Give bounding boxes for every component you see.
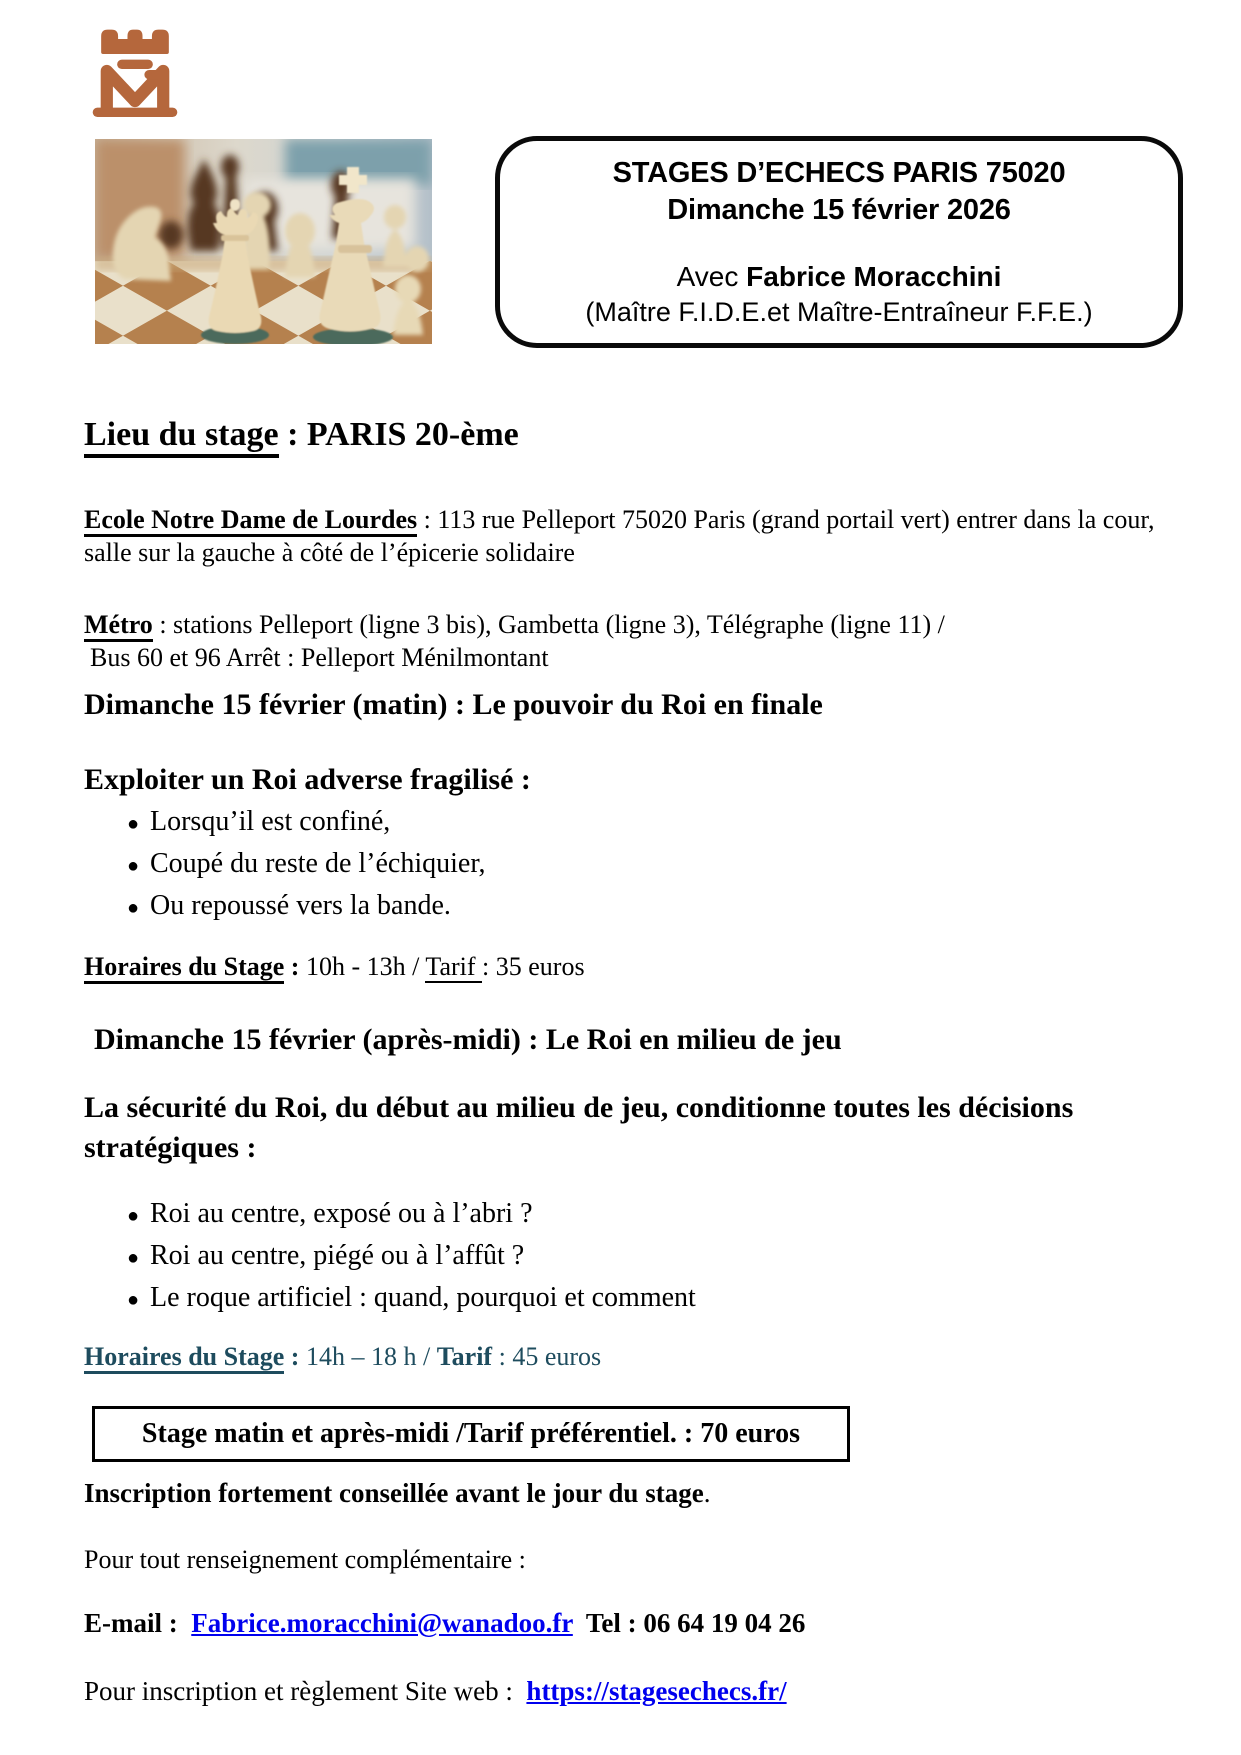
list-item [84,886,1169,928]
inscription-period: . [703,1478,711,1508]
list-item [84,1236,1169,1278]
afternoon-schedule [84,1340,1169,1373]
bullet-icon: ● [126,1205,140,1227]
location-address: : 113 rue Pelleport 75020 Paris (grand portail vert) entrer dans la cour, salle sur la gauche à côté de l’épicerie solidaire [84,505,1155,567]
site-logo [88,22,182,118]
page-title-sep: : [278,416,307,453]
bullet-icon: ● [126,1247,140,1269]
page-title-rest: PARIS 20-ème [306,416,519,453]
chess-photo-illustration [95,139,432,344]
bullet-text: Roi au centre, exposé ou à l’abri ? [150,1198,533,1229]
tarif-value: : 35 euros [482,952,585,981]
preferential-rate-box [92,1406,850,1462]
banner-date: Dimanche 15 février 2026 [667,194,1011,226]
bullet-icon: ● [126,855,140,877]
metro-line1 [84,608,1169,641]
list-item [84,844,1169,886]
website-line [84,1676,1169,1707]
morning-bullet-list [84,802,1169,928]
bullet-icon: ● [126,1289,140,1311]
list-item [84,1278,1169,1320]
metro-stations: : stations Pelleport (ligne 3 bis), Gambetta (ligne 3), Télégraphe (ligne 11) / [152,610,945,639]
list-item [84,1194,1169,1236]
morning-schedule [84,950,1169,983]
tarif-label: Tarif [436,1342,493,1371]
contact-line [84,1608,1169,1639]
schedule-hours: 10h - 13h / [305,952,426,981]
banner-credentials: (Maître F.I.D.E.et Maître-Entraîneur F.F.E.) [585,297,1093,327]
metro-paragraph [84,608,1169,674]
afternoon-heading: Dimanche 15 février (après-midi) : Le Roi en milieu de jeu [94,1023,842,1056]
morning-heading: Dimanche 15 février (matin) : Le pouvoir du Roi en finale [84,688,823,721]
chess-pieces-photo [95,139,432,344]
page-title-lead: Lieu du stage [84,416,279,458]
rook-m-logo-icon [88,22,182,118]
afternoon-bullet-list [84,1194,1169,1320]
inscription-advice-text: Inscription fortement conseillée avant le jour du stage [84,1478,704,1508]
schedule-colon: : [284,952,306,981]
schedule-colon: : [284,1342,306,1371]
email-link[interactable]: Fabrice.moracchini@wanadoo.fr [191,1608,573,1638]
bullet-icon: ● [126,897,140,919]
bullet-text: Le roque artificiel : quand, pourquoi et comment [150,1282,696,1313]
bullet-text: Lorsqu’il est confiné, [150,806,391,837]
schedule-label: Horaires du Stage [84,952,284,984]
banner-title: STAGES D’ECHECS PARIS 75020 [612,157,1066,189]
location-school-name: Ecole Notre Dame de Lourdes [84,505,417,537]
page-title [84,416,1169,454]
renseignement-text: Pour tout renseignement complémentaire : [84,1545,526,1574]
bullet-text: Ou repoussé vers la bande. [150,890,451,921]
schedule-label: Horaires du Stage [84,1342,284,1374]
location-paragraph [84,503,1169,569]
metro-label: Métro [84,610,153,642]
morning-subheading: Exploiter un Roi adverse fragilisé : [84,763,531,796]
website-link[interactable]: https://stagesechecs.fr/ [526,1676,787,1706]
banner-instructor-name: Fabrice Moracchini [746,261,1002,292]
website-label: Pour inscription et règlement Site web : [84,1676,527,1706]
email-label: E-mail : [84,1608,192,1638]
preferential-rate-text: Stage matin et après-midi /Tarif préférentiel. : 70 euros [141,1418,801,1449]
info-banner [495,136,1183,348]
bullet-icon: ● [126,813,140,835]
list-item [84,802,1169,844]
banner-instructor [677,259,1002,295]
bullet-text: Coupé du reste de l’échiquier, [150,848,486,879]
metro-line2: Bus 60 et 96 Arrêt : Pelleport Ménilmontant [90,643,549,672]
tarif-label: Tarif [425,952,483,981]
schedule-hours: 14h – 18 h / [305,1342,437,1371]
inscription-advice [84,1478,1169,1509]
tarif-value: : 45 euros [492,1342,602,1371]
bullet-text: Roi au centre, piégé ou à l’affût ? [150,1240,525,1271]
banner-avec: Avec [676,261,747,292]
afternoon-subheading: La sécurité du Roi, du début au milieu de jeu, conditionne toutes les décisions stratégiques : [84,1091,1074,1164]
phone-number: Tel : 06 64 19 04 26 [572,1608,806,1638]
